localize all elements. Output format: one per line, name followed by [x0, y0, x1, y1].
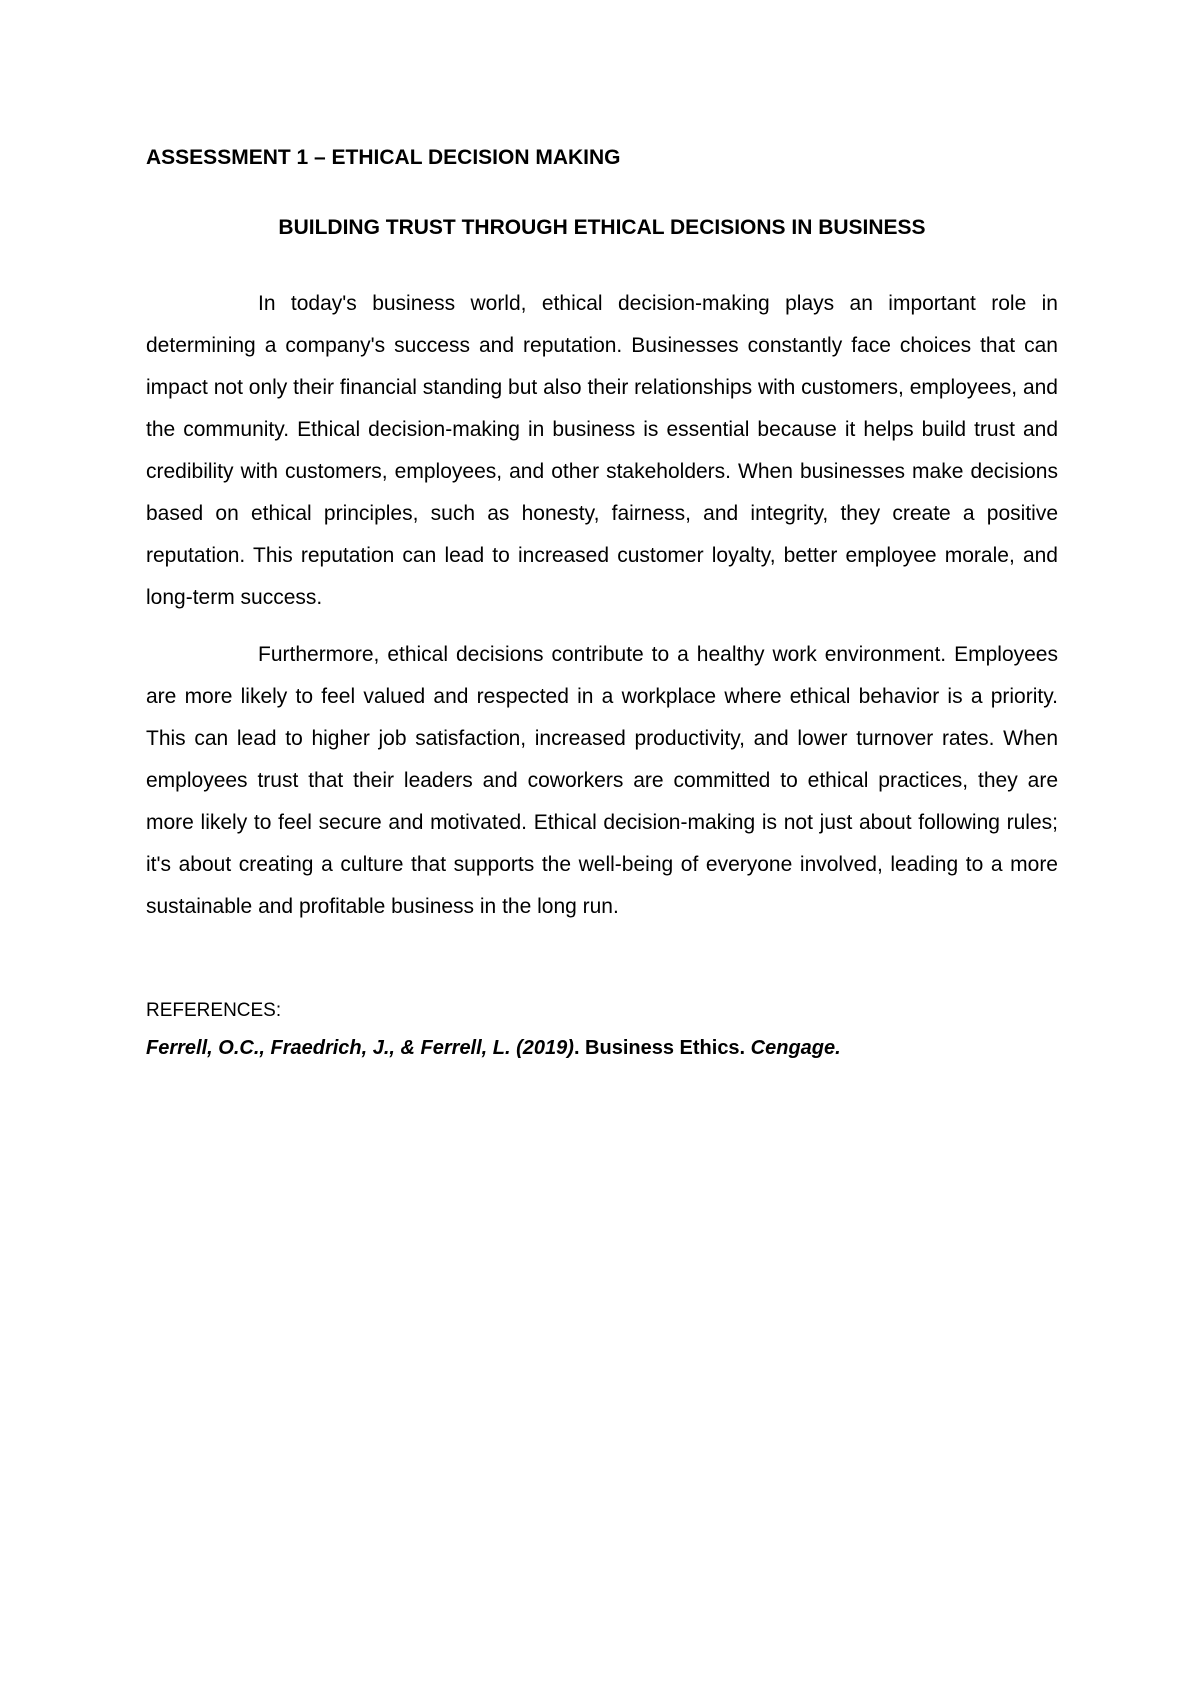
paragraph-1: In today's business world, ethical decision-making plays an important role in determining a company's success and reputation. Businesses constantly face choices that can impact not only their financial standing but also their relationships with customers, employees, and the community. Ethical decision-making in business is essential because it helps build trust and credibility with customers, employees, and other stakeholders. When businesses make decisions based on ethical principles, such as honesty, fairness, and integrity, they create a positive reputation. This reputation can lead to increased customer loyalty, better employee morale, and long-term success. [146, 292, 1058, 609]
reference-separator: . [573, 1037, 580, 1059]
assessment-heading: ASSESSMENT 1 – ETHICAL DECISION MAKING [146, 146, 621, 169]
references-label: REFERENCES: [146, 1000, 282, 1021]
document-body [146, 143, 1058, 1063]
reference-authors: Ferrell, O.C., Fraedrich, J., & Ferrell, L. (2019) [146, 1037, 574, 1059]
paragraph-2: Furthermore, ethical decisions contribute to a healthy work environment. Employees are more likely to feel valued and respected in a workplace where ethical behavior is a priority. This can lead to higher job satisfaction, increased productivity, and lower turnover rates. When employees trust that their leaders and coworkers are committed to ethical practices, they are more likely to feel secure and motivated. Ethical decision-making is not just about following rules; it's about creating a culture that supports the well-being of everyone involved, leading to a more sustainable and profitable business in the long run. [146, 643, 1058, 918]
essay-title: BUILDING TRUST THROUGH ETHICAL DECISIONS IN BUSINESS [278, 216, 926, 239]
reference-publisher: Cengage. [750, 1037, 841, 1059]
reference-title: Business Ethics. [579, 1037, 751, 1059]
reference-item [146, 1033, 1058, 1063]
